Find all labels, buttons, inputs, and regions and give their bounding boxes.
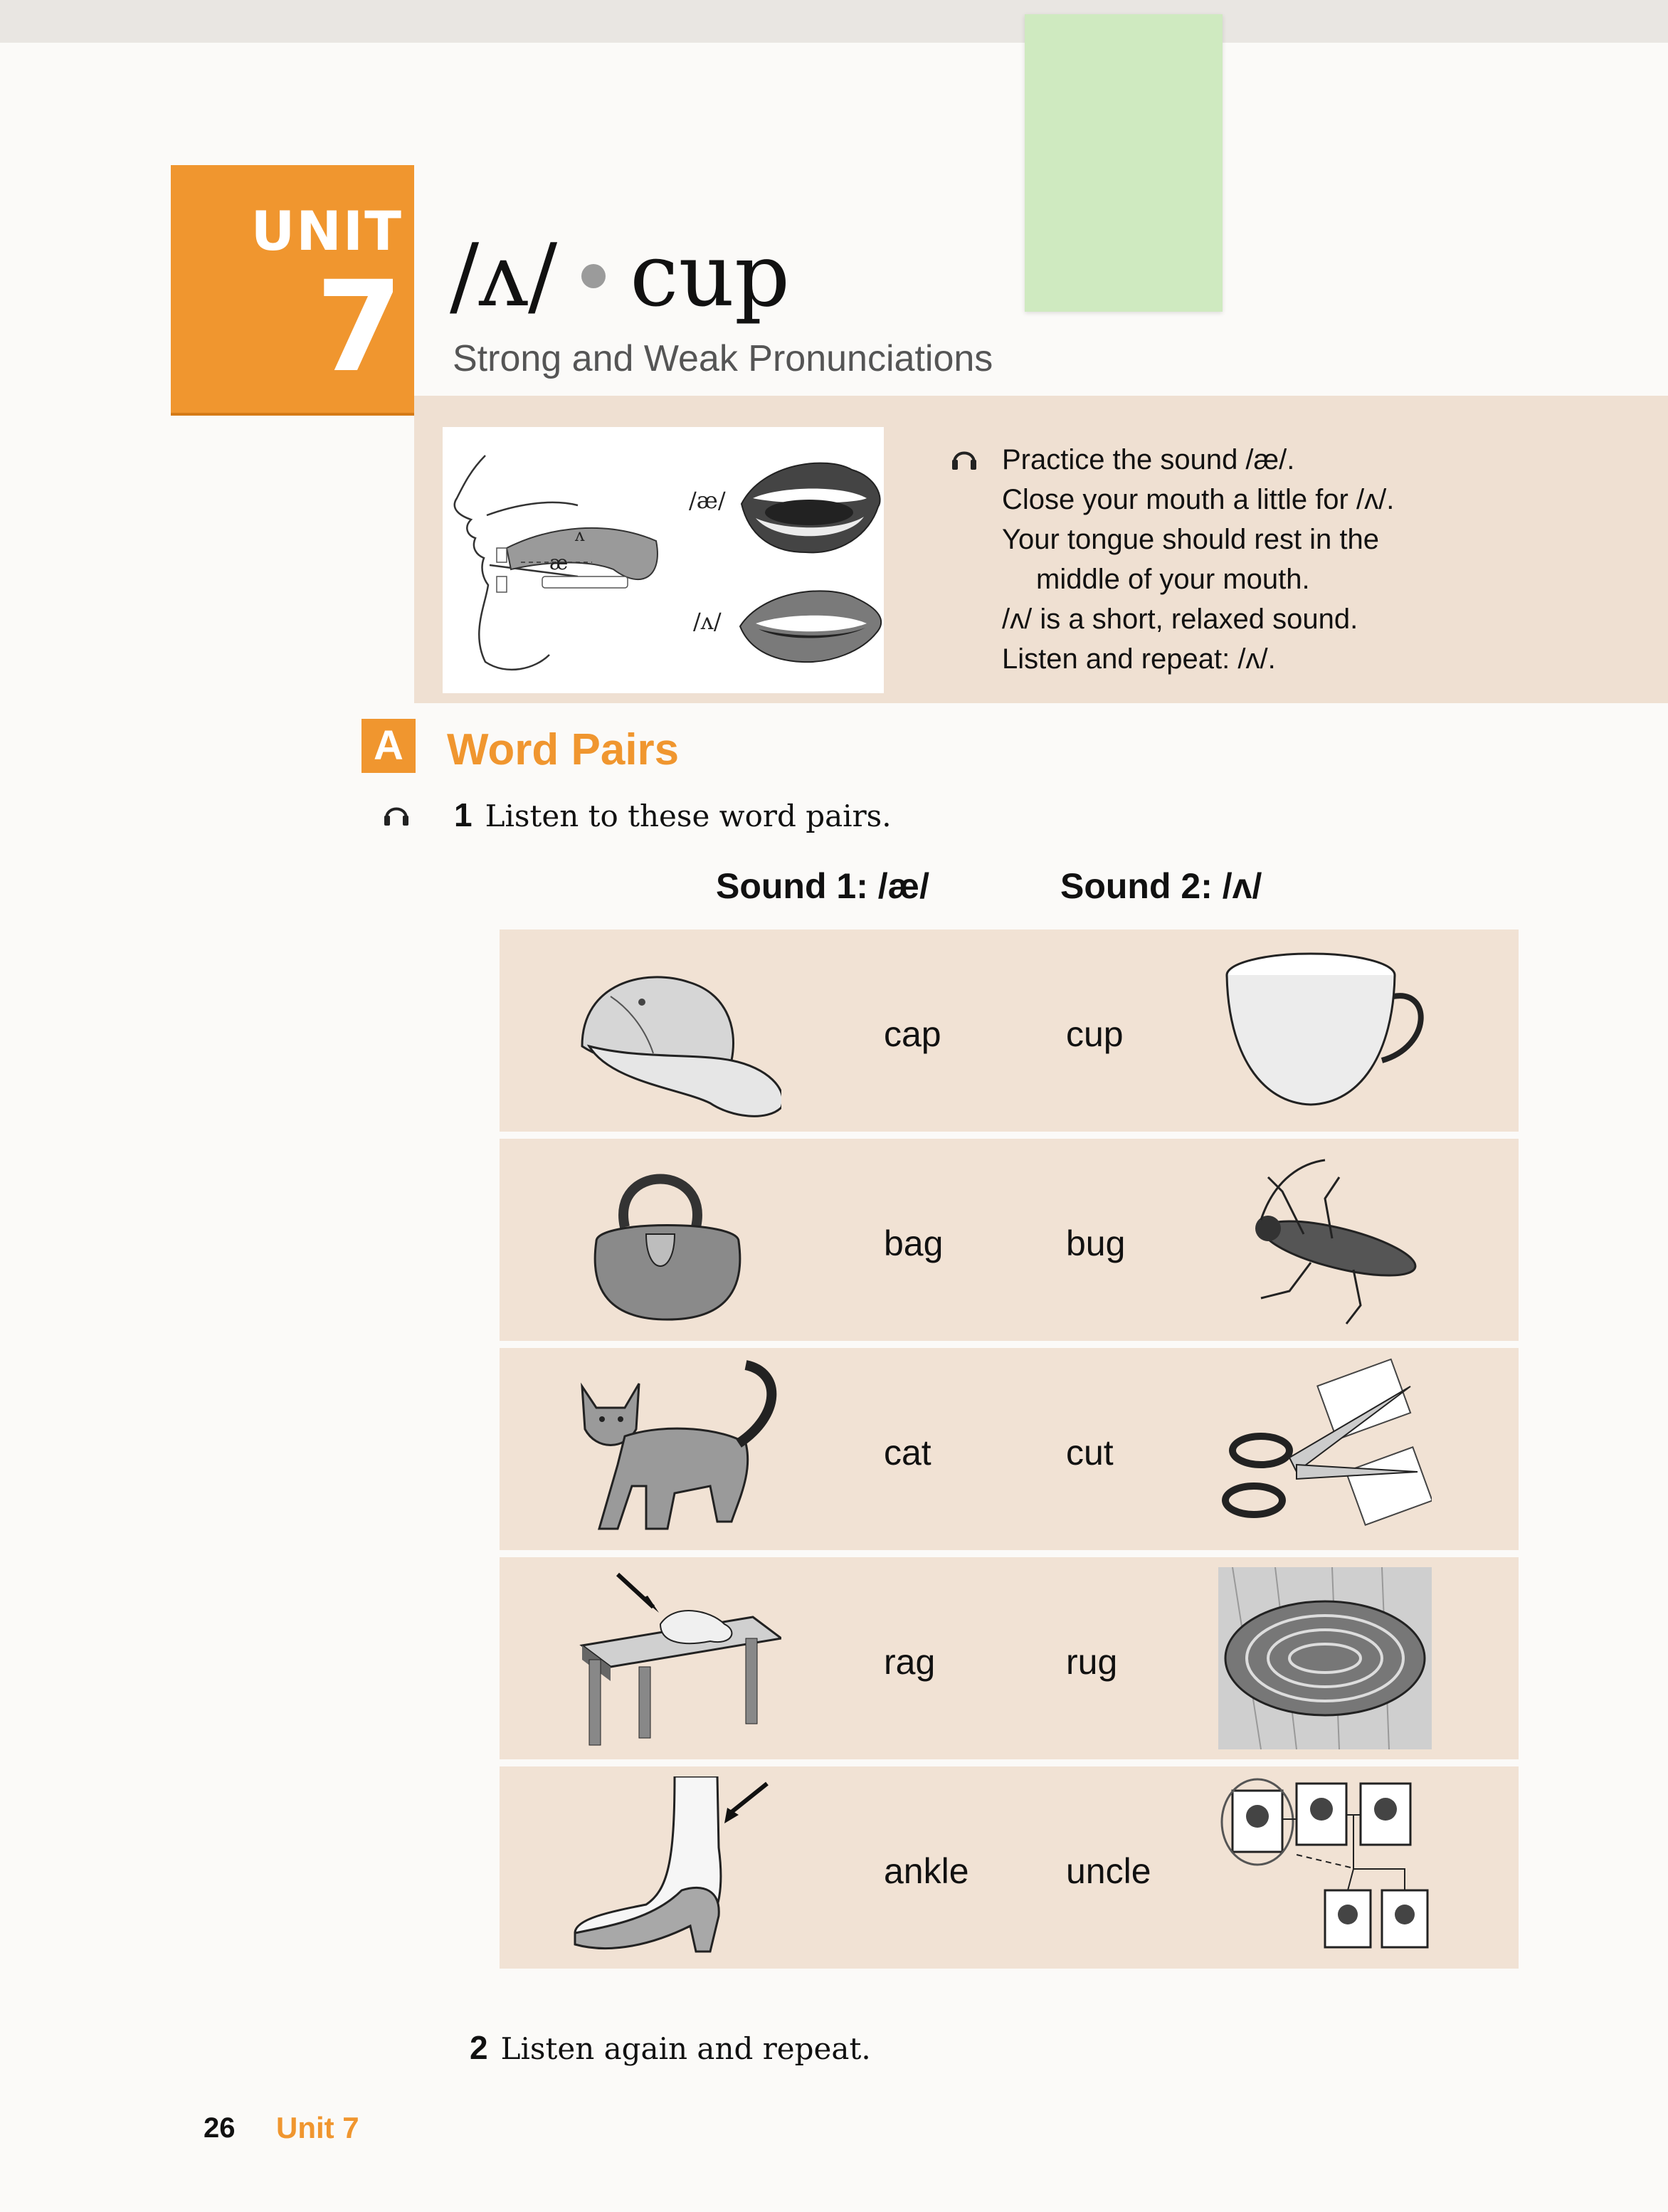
sound2-word: cut [1066,1433,1114,1473]
sound2-word: rug [1066,1642,1118,1682]
family-tree-icon [1218,1776,1432,1959]
tongue-label-ae: æ [549,551,569,574]
section-badge: A [361,719,416,773]
bug-icon [1218,1149,1432,1331]
word-pair-row [500,1557,1519,1759]
exercise-number: 2 [470,2029,488,2066]
scissors-icon [1218,1358,1432,1540]
exercise-number: 1 [454,796,473,833]
sound2-word: bug [1066,1223,1126,1263]
page-subtitle: Strong and Weak Pronunciations [453,338,993,379]
sticky-note [1025,14,1223,312]
sound1-word: ankle [884,1851,969,1891]
mouth-label-ae: /æ/ [689,487,726,514]
title-phoneme: /ʌ/ [450,225,558,326]
sound2-word: cup [1066,1014,1124,1054]
exercise-1-instruction [454,796,892,834]
practice-line: Your tongue should rest in the [1002,524,1380,555]
title-word: cup [630,225,791,326]
bag-icon [568,1149,781,1331]
cap-icon [568,939,781,1122]
sound2-word: uncle [1066,1851,1151,1891]
exercise-text: Listen again and repeat. [500,2031,871,2066]
head-profile-icon [443,427,884,693]
column-header-sound1: Sound 1: /æ/ [716,866,929,906]
mouth-label-uh: /ʌ/ [693,608,722,635]
sound1-word: rag [884,1642,936,1682]
footer-unit-label: Unit 7 [276,2111,359,2144]
headphones-icon[interactable] [383,801,410,827]
practice-line: Practice the sound /æ/. [1002,444,1295,475]
word-pair-row [500,1766,1519,1969]
ankle-icon [568,1776,781,1959]
practice-line: middle of your mouth. [1036,564,1310,595]
sound1-word: cap [884,1014,941,1054]
unit-number: 7 [315,254,403,400]
section-title: Word Pairs [447,725,680,774]
practice-line: Listen and repeat: /ʌ/. [1002,643,1276,675]
bullet-dot-icon [581,264,606,288]
rag-icon [568,1567,781,1749]
open-mouth-icon [741,463,880,553]
relaxed-mouth-icon [740,591,881,662]
exercise-text: Listen to these word pairs. [485,799,892,833]
cup-icon [1218,939,1432,1122]
page-number: 26 [204,2112,236,2144]
tongue-label-uh: ʌ [575,525,585,545]
word-pair-row [500,929,1519,1132]
unit-badge [171,165,414,413]
page-title [450,225,790,326]
practice-line: Close your mouth a little for /ʌ/. [1002,484,1395,515]
practice-instructions [952,440,1649,679]
cat-icon [568,1358,781,1540]
word-pair-row [500,1139,1519,1341]
sound1-word: bag [884,1223,944,1263]
practice-line: /ʌ/ is a short, relaxed sound. [1002,604,1358,635]
mouth-diagram [443,427,884,693]
column-header-sound2: Sound 2: /ʌ/ [1060,866,1262,906]
word-pairs-table [500,929,1519,1976]
exercise-2-instruction [470,2028,871,2067]
word-pair-row [500,1348,1519,1550]
sound1-word: cat [884,1433,931,1473]
unit-label: UNIT [250,199,403,263]
rug-icon [1218,1567,1432,1749]
